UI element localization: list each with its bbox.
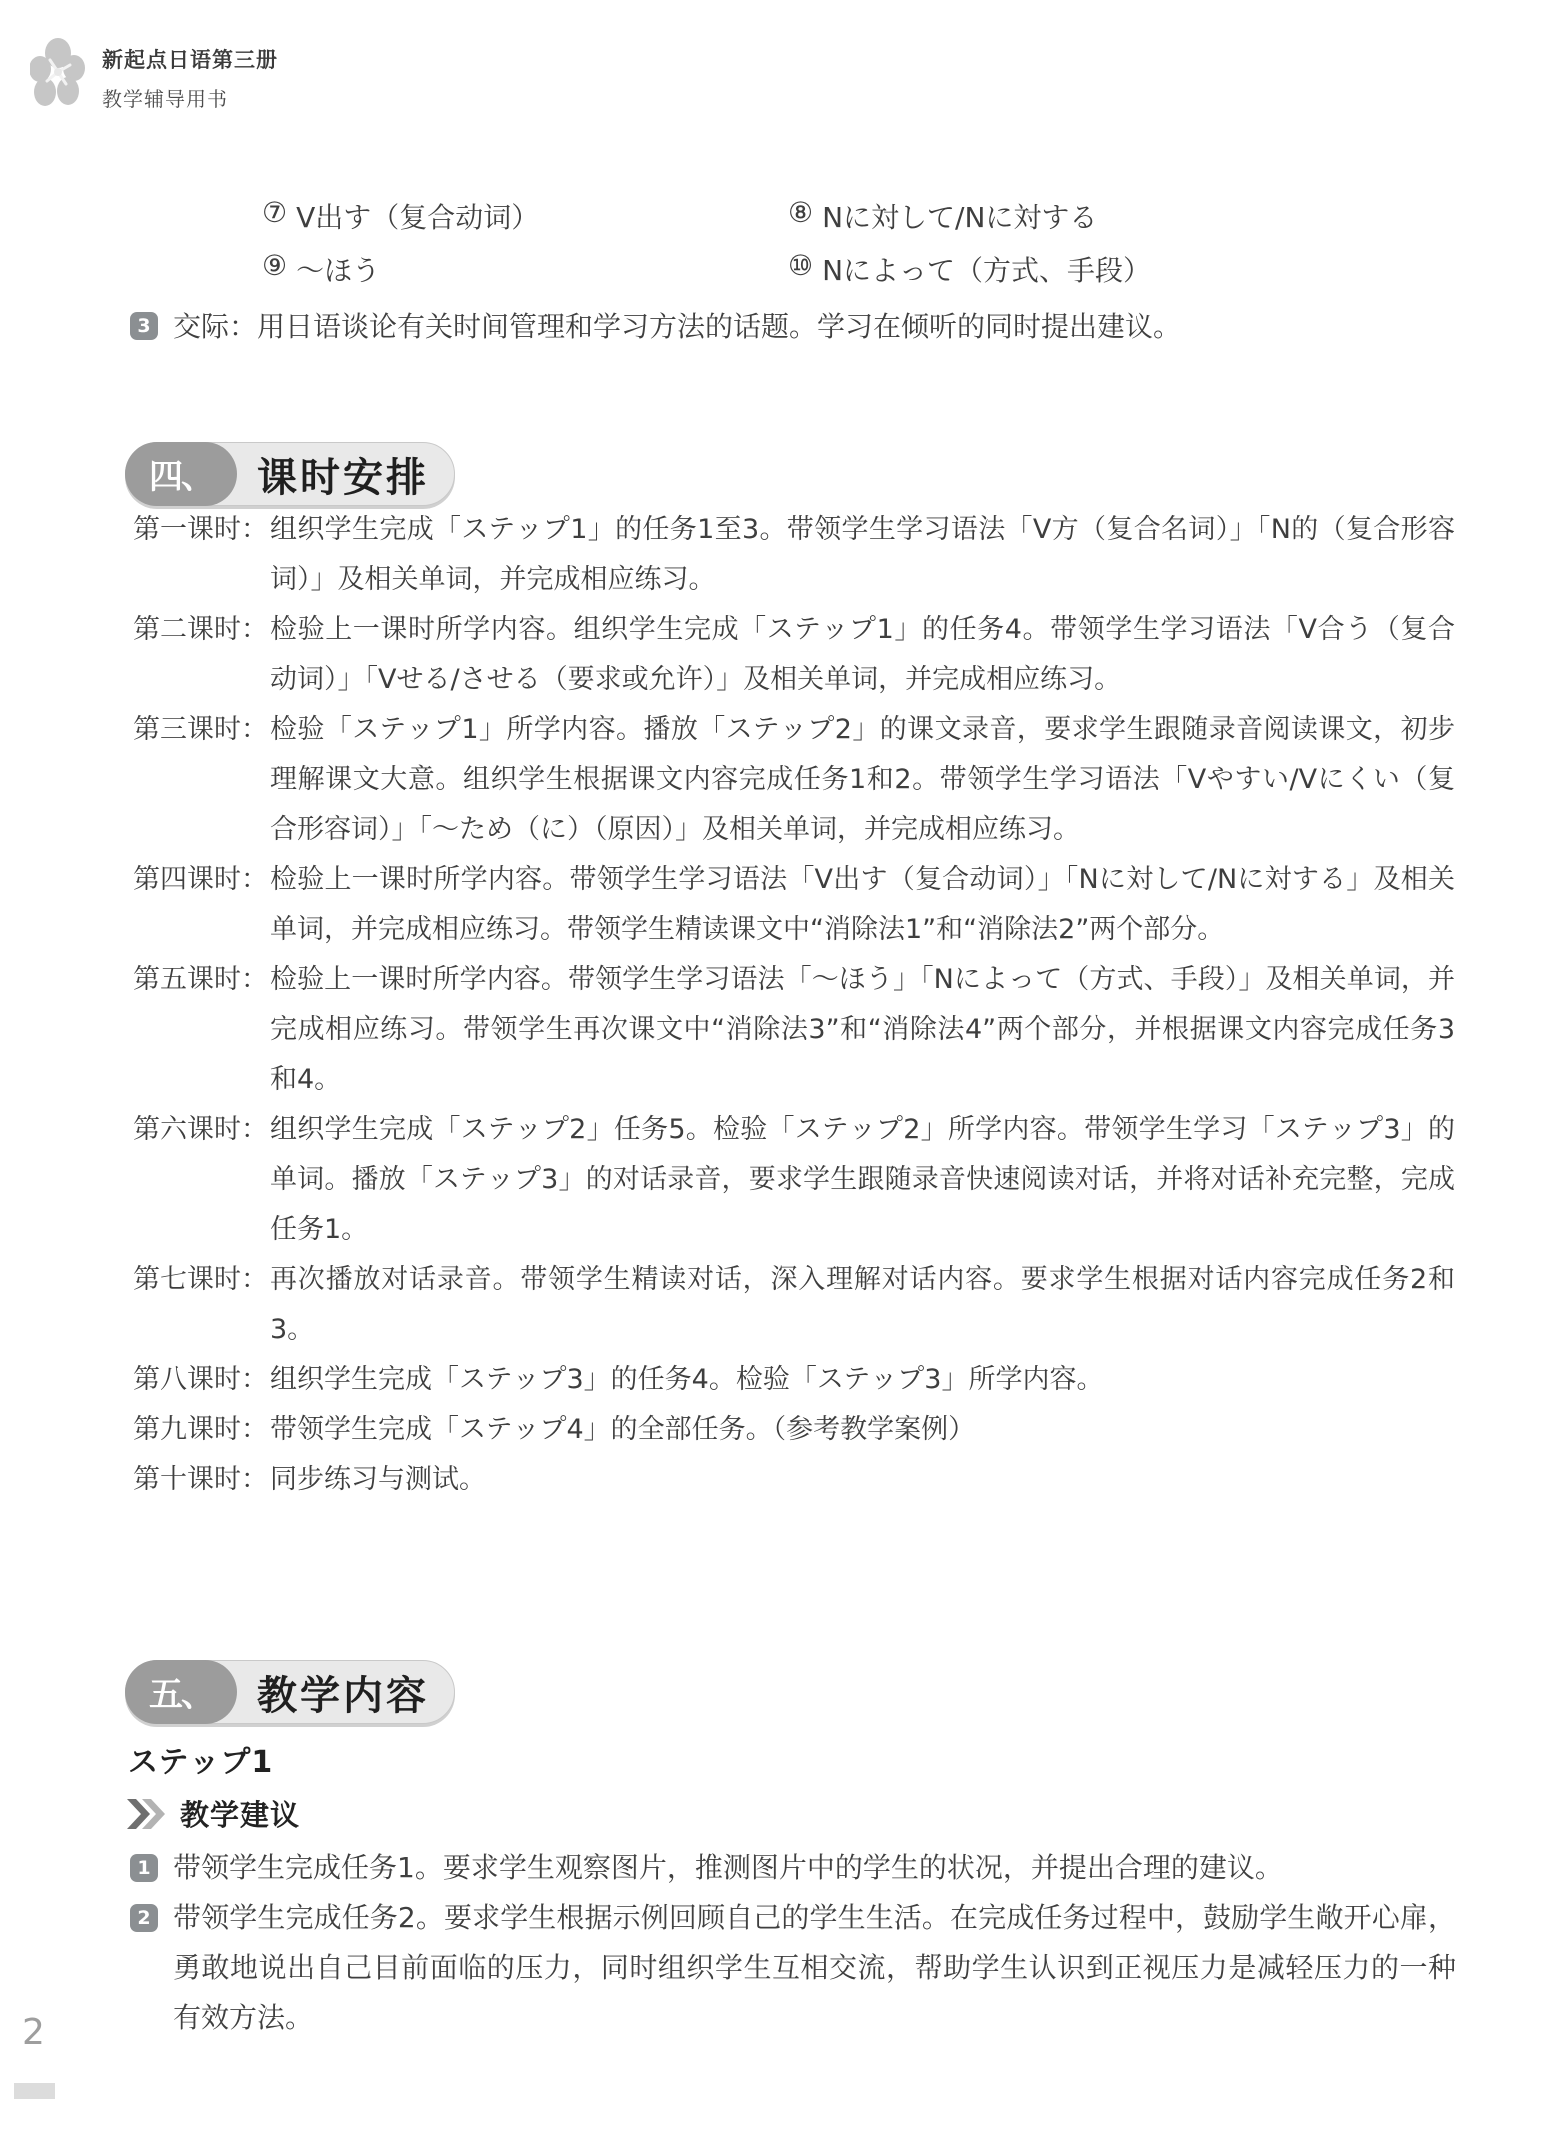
lesson-row-5 xyxy=(133,955,1455,1105)
number-badge: 2 xyxy=(130,1904,158,1932)
lesson-row-2 xyxy=(133,605,1455,705)
lesson-label: 第九课时： xyxy=(133,1414,268,1445)
advice-text: 带领学生完成任务2。要求学生根据示例回顾自己的学生生活。在完成任务过程中，鼓励学生敞开心扉，勇敢地说出自己目前面临的压力，同时组织学生互相交流，帮助学生认识到正视压力是减轻压力的一种有效方法。 xyxy=(173,1901,1456,2034)
brand-text xyxy=(102,32,278,112)
objective-text: 交际：用日语谈论有关时间管理和学习方法的话题。学习在倾听的同时提出建议。 xyxy=(173,310,1182,343)
lesson-text: 组织学生完成「ステップ1」的任务1至3。带领学生学习语法「V方（复合名词）」「N的（复合形容词）」及相关单词，并完成相应练习。 xyxy=(270,514,1455,595)
grammar-item-10 xyxy=(788,249,1151,289)
lesson-text: 同步练习与测试。 xyxy=(270,1464,486,1495)
section-number-badge: 五、 xyxy=(125,1660,237,1724)
advice-text: 带领学生完成任务1。要求学生观察图片，推测图片中的学生的状况，并提出合理的建议。 xyxy=(173,1851,1283,1884)
grammar-item-text: Nに対して/Nに対する xyxy=(822,201,1098,234)
circled-number-icon: ⑨ xyxy=(262,249,288,282)
lesson-text: 检验「ステップ1」所学内容。播放「ステップ2」的课文录音，要求学生跟随录音阅读课文，初步理解课文大意。组织学生根据课文内容完成任务1和2。带领学生学习语法「Vやすい/Vにくい（复合形容词）」「～ため（に）（原因）」及相关单词，并完成相应练习。 xyxy=(270,714,1455,845)
number-badge: 1 xyxy=(130,1854,158,1882)
circled-number-icon: ⑩ xyxy=(788,249,814,282)
lesson-text: 检验上一课时所学内容。组织学生完成「ステップ1」的任务4。带领学生学习语法「V合う（复合动词）」「Vせる/させる（要求或允许）」及相关单词，并完成相应练习。 xyxy=(270,614,1455,695)
lesson-label: 第五课时： xyxy=(133,964,268,995)
flower-logo-icon xyxy=(30,34,86,112)
lesson-row-8 xyxy=(133,1355,1455,1405)
objective-item-communication xyxy=(130,303,1460,351)
lesson-row-4 xyxy=(133,855,1455,955)
lesson-text: 组织学生完成「ステップ2」任务5。检验「ステップ2」所学内容。带领学生学习「ステップ3」的单词。播放「ステップ3」的对话录音，要求学生跟随录音快速阅读对话，并将对话补充完整，完成任务1。 xyxy=(270,1114,1455,1245)
circled-number-icon: ⑧ xyxy=(788,196,814,229)
book-subtitle: 教学辅导用书 xyxy=(102,87,228,111)
section-title: 教学内容 xyxy=(257,1672,429,1719)
section-number-badge: 四、 xyxy=(125,442,237,506)
teaching-advice-list xyxy=(130,1843,1456,2043)
lesson-row-7 xyxy=(133,1255,1455,1355)
section-heading-lesson-schedule xyxy=(125,442,455,506)
lesson-text: 检验上一课时所学内容。带领学生学习语法「V出す（复合动词）」「Nに対して/Nに対する」及相关单词，并完成相应练习。带领学生精读课文中“消除法1”和“消除法2”两个部分。 xyxy=(270,864,1455,945)
lesson-row-10 xyxy=(133,1455,1455,1505)
lesson-row-1 xyxy=(133,505,1455,605)
subheading-text: 教学建议 xyxy=(180,1798,301,1832)
lesson-label: 第二课时： xyxy=(133,614,268,645)
grammar-item-8 xyxy=(788,196,1097,236)
advice-item-1 xyxy=(130,1843,1456,1893)
lesson-text: 再次播放对话录音。带领学生精读对话，深入理解对话内容。要求学生根据对话内容完成任务2和3。 xyxy=(270,1264,1455,1345)
section-title: 课时安排 xyxy=(257,454,429,501)
circled-number-icon: ⑦ xyxy=(262,196,288,229)
book-title: 新起点日语第三册 xyxy=(102,48,278,72)
book-brand-header xyxy=(30,32,278,112)
lesson-schedule-list xyxy=(133,505,1455,1505)
lesson-row-3 xyxy=(133,705,1455,855)
step-title: ステップ1 xyxy=(128,1745,274,1780)
grammar-row xyxy=(0,241,1553,294)
grammar-item-text: ～ほう xyxy=(296,254,381,287)
advice-item-2 xyxy=(130,1893,1456,2043)
grammar-item-7 xyxy=(262,196,539,236)
double-chevron-icon xyxy=(127,1799,167,1829)
teaching-advice-subheading xyxy=(127,1793,300,1834)
grammar-item-text: Nによって（方式、手段） xyxy=(822,254,1152,287)
lesson-label: 第四课时： xyxy=(133,864,268,895)
page-number: 2 xyxy=(22,2012,45,2053)
lesson-label: 第七课时： xyxy=(133,1264,268,1295)
grammar-item-text: V出す（复合动词） xyxy=(296,201,540,234)
lesson-label: 第十课时： xyxy=(133,1464,268,1495)
lesson-text: 检验上一课时所学内容。带领学生学习语法「～ほう」「Nによって（方式、手段）」及相关单词，并完成相应练习。带领学生再次课文中“消除法3”和“消除法4”两个部分，并根据课文内容完成任务3和4。 xyxy=(270,964,1455,1095)
lesson-label: 第一课时： xyxy=(133,514,268,545)
lesson-row-6 xyxy=(133,1105,1455,1255)
footer-decoration-bar xyxy=(14,2083,55,2099)
lesson-label: 第八课时： xyxy=(133,1364,268,1395)
lesson-label: 第三课时： xyxy=(133,714,268,745)
number-badge: 3 xyxy=(130,312,158,340)
grammar-row xyxy=(0,188,1553,241)
grammar-point-list xyxy=(0,188,1553,294)
section-heading-teaching-content xyxy=(125,1660,455,1724)
lesson-text: 带领学生完成「ステップ4」的全部任务。（参考教学案例） xyxy=(270,1414,976,1445)
lesson-text: 组织学生完成「ステップ3」的任务4。检验「ステップ3」所学内容。 xyxy=(270,1364,1104,1395)
lesson-row-9 xyxy=(133,1405,1455,1455)
grammar-item-9 xyxy=(262,249,380,289)
lesson-label: 第六课时： xyxy=(133,1114,268,1145)
